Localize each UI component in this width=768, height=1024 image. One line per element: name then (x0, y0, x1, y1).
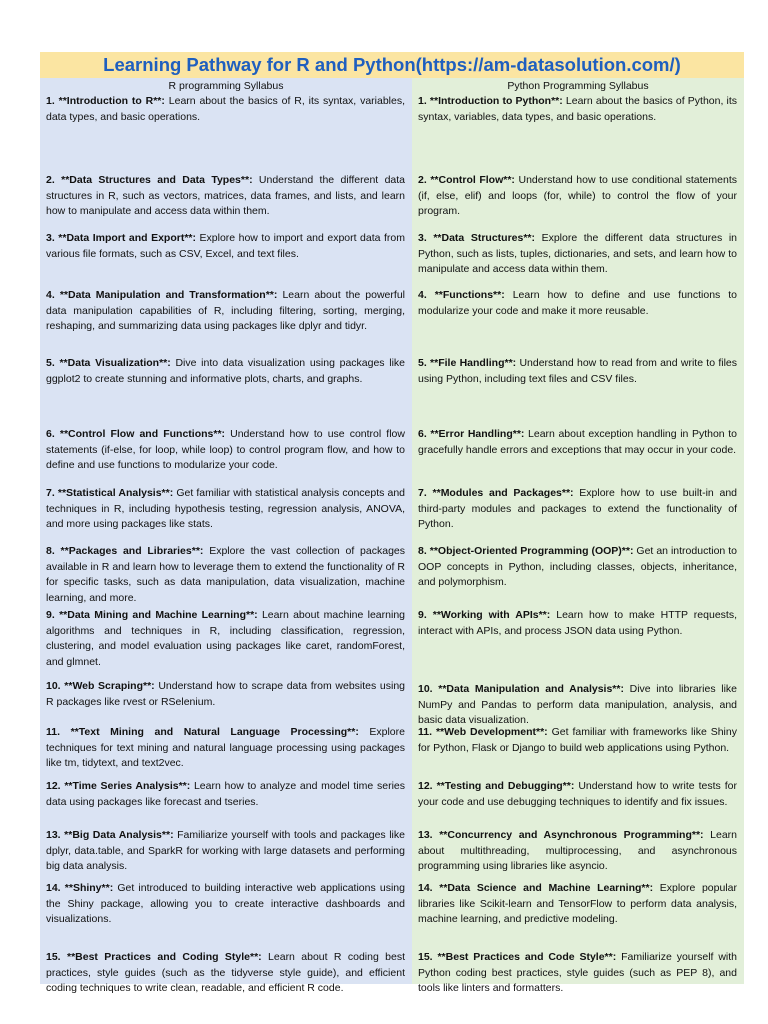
item-description: Understand the different data structures in R, such as vectors, matrices, data frames, and lists, and learn how to manipulate and access data within them. (46, 174, 406, 218)
r-syllabus-item (46, 679, 405, 710)
item-topic: **Introduction to R**: (58, 95, 165, 107)
r-syllabus-item (46, 881, 405, 928)
python-syllabus-item (418, 231, 737, 278)
item-topic: **Working with APIs**: (432, 609, 551, 621)
item-topic: **Time Series Analysis**: (64, 780, 191, 792)
r-syllabus-item (46, 173, 405, 220)
item-topic: **Error Handling**: (430, 428, 525, 440)
item-topic: **Data Manipulation and Analysis**: (438, 683, 624, 695)
item-description: Get familiar with statistical analysis concepts and techniques in R, including hypothesis testing, regression analysis, ANOVA, and more using packages like stats. (46, 487, 405, 531)
r-syllabus-item (46, 828, 405, 875)
item-number: 13. (46, 829, 61, 841)
item-description: Get an introduction to OOP concepts in Python, including classes, objects, inheritance, and polymorphism. (418, 545, 737, 589)
item-number: 3. (418, 232, 427, 244)
item-topic: **Statistical Analysis**: (57, 487, 174, 499)
item-topic: **Concurrency and Asynchronous Programming**: (439, 829, 704, 841)
item-description: Learn about exception handling in Python to gracefully handle errors and exceptions that may occur in your code. (418, 428, 738, 456)
item-number: 15. (46, 951, 61, 963)
item-description: Understand how to scrape data from websites using R packages like rvest or RSelenium. (46, 680, 406, 708)
item-topic: **Introduction to Python**: (429, 95, 563, 107)
item-topic: **Data Visualization**: (59, 357, 171, 369)
item-description: Dive into libraries like NumPy and Pandas to perform data manipulation, analysis, and basic data visualization. (418, 683, 737, 727)
item-topic: **File Handling**: (430, 357, 517, 369)
item-topic: **Control Flow and Functions**: (59, 428, 226, 440)
item-description: Understand how to read from and write to files using Python, including text files and CSV files. (418, 357, 738, 385)
item-topic: **Best Practices and Code Style**: (437, 951, 617, 963)
item-topic: **Data Mining and Machine Learning**: (59, 609, 258, 621)
item-number: 6. (46, 428, 55, 440)
syllabus-sheet (40, 52, 744, 995)
item-description: Familiarize yourself with tools and packages like dplyr, data.table, and SparkR for working with large datasets and performing big data analysis. (46, 829, 405, 873)
r-syllabus-heading: R programming Syllabus (168, 80, 284, 92)
item-description: Familiarize yourself with Python coding best practices, style guides (such as PEP 8), and tools like linters and formatters. (418, 951, 737, 995)
item-number: 14. (418, 882, 433, 894)
item-number: 13. (418, 829, 433, 841)
python-syllabus-item (418, 881, 737, 928)
item-number: 12. (418, 780, 433, 792)
python-syllabus-item (418, 356, 737, 387)
item-description: Learn about multithreading, multiprocessing, and asynchronous programming using libraries like asyncio. (418, 829, 737, 873)
item-topic: **Data Structures and Data Types**: (61, 174, 253, 186)
item-description: Learn about machine learning algorithms and techniques in R, including classification, regression, clustering, and model evaluation using packages like caret, randomForest, and glmnet. (46, 609, 405, 668)
item-number: 9. (46, 609, 55, 621)
item-number: 9. (418, 609, 427, 621)
item-topic: **Web Development**: (435, 726, 548, 738)
item-description: Learn how to make HTTP requests, interact with APIs, and process JSON data using Python. (418, 609, 738, 637)
r-syllabus-item (46, 94, 405, 125)
python-syllabus-column (412, 78, 744, 995)
python-syllabus-heading: Python Programming Syllabus (507, 80, 649, 92)
item-topic: **Shiny**: (64, 882, 114, 894)
item-number: 1. (46, 95, 55, 107)
item-description: Understand how to write tests for your code and use debugging techniques to identify and fix issues. (418, 780, 737, 808)
item-description: Learn about R coding best practices, style guides (such as the tidyverse style guide), and efficient coding techniques to write clean, readable, and efficient R code. (46, 951, 406, 995)
r-syllabus-item (46, 608, 405, 670)
python-syllabus-item (418, 725, 737, 756)
python-syllabus-item (418, 173, 737, 220)
python-syllabus-item (418, 682, 737, 729)
python-syllabus-item (418, 950, 737, 997)
r-syllabus-item (46, 950, 405, 997)
item-number: 14. (46, 882, 61, 894)
r-syllabus-item (46, 725, 405, 772)
r-syllabus-item (46, 231, 405, 262)
item-description: Dive into data visualization using packages like ggplot2 to create stunning and informative plots, charts, and graphs. (46, 357, 406, 385)
item-number: 1. (418, 95, 427, 107)
r-syllabus-item (46, 356, 405, 387)
page-title: Learning Pathway for R and Python(https://am-datasolution.com/) (40, 52, 744, 78)
item-description: Explore the vast collection of packages available in R and learn how to leverage them to extend the functionality of R for specific tasks, such as data manipulation, data visualization, machine learning, and more. (46, 545, 406, 604)
item-description: Learn about the basics of Python, its syntax, variables, data types, and basic operations. (418, 95, 738, 123)
python-syllabus-item (418, 427, 737, 458)
item-number: 10. (46, 680, 61, 692)
item-number: 5. (46, 357, 55, 369)
item-number: 8. (418, 545, 427, 557)
item-number: 4. (418, 289, 427, 301)
item-topic: **Modules and Packages**: (432, 487, 574, 499)
item-number: 2. (418, 174, 427, 186)
item-description: Learn about the powerful data manipulation capabilities of R, including filtering, sorting, merging, reshaping, and summarizing data using packages like dplyr and tidyr. (46, 289, 405, 333)
item-topic: **Data Science and Machine Learning**: (439, 882, 654, 894)
item-number: 5. (418, 357, 427, 369)
item-description: Get familiar with frameworks like Shiny for Python, Flask or Django to build web applications using Python. (418, 726, 737, 754)
item-topic: **Packages and Libraries**: (60, 545, 204, 557)
item-number: 7. (46, 487, 55, 499)
r-syllabus-item (46, 544, 405, 606)
item-topic: **Data Structures**: (433, 232, 535, 244)
item-number: 15. (418, 951, 433, 963)
item-description: Explore techniques for text mining and natural language processing using packages like tm, tidytext, and text2vec. (46, 726, 405, 770)
item-number: 3. (46, 232, 55, 244)
python-syllabus-item (418, 828, 737, 875)
item-number: 11. (418, 726, 433, 738)
python-syllabus-item (418, 486, 737, 533)
r-syllabus-item (46, 288, 405, 335)
python-syllabus-item (418, 94, 737, 125)
item-description: Explore popular libraries like Scikit-learn and TensorFlow to perform data analysis, machine learning, and predictive modeling. (418, 882, 737, 926)
item-description: Explore the different data structures in Python, such as lists, tuples, dictionaries, and sets, and learn how to manipulate and access data within them. (418, 232, 737, 276)
item-number: 10. (418, 683, 433, 695)
r-syllabus-item (46, 486, 405, 533)
item-description: Explore how to import and export data from various file formats, such as CSV, Excel, and text files. (46, 232, 406, 260)
item-number: 7. (418, 487, 427, 499)
item-number: 4. (46, 289, 55, 301)
item-description: Explore how to use built-in and third-party modules and packages to extend the functionality of Python. (418, 487, 737, 531)
item-topic: **Data Import and Export**: (58, 232, 196, 244)
item-description: Understand how to use conditional statements (if, else, elif) and loops (for, while) to control the flow of your program. (418, 174, 737, 218)
item-number: 2. (46, 174, 55, 186)
python-syllabus-item (418, 288, 737, 319)
item-number: 6. (418, 428, 427, 440)
item-number: 11. (46, 726, 61, 738)
item-description: Learn how to analyze and model time series data using packages like forecast and tseries. (46, 780, 405, 808)
item-description: Learn how to define and use functions to modularize your code and make it more reusable. (418, 289, 738, 317)
item-topic: **Big Data Analysis**: (64, 829, 174, 841)
python-syllabus-item (418, 779, 737, 810)
item-number: 8. (46, 545, 55, 557)
python-syllabus-item (418, 608, 737, 639)
r-syllabus-item (46, 427, 405, 474)
python-syllabus-item (418, 544, 737, 591)
item-description: Understand how to use control flow statements (if-else, for loop, while loop) to control program flow, and how to define and use functions to modularize your code. (46, 428, 405, 472)
item-number: 12. (46, 780, 61, 792)
item-topic: **Functions**: (434, 289, 505, 301)
item-topic: **Best Practices and Coding Style**: (66, 951, 262, 963)
r-syllabus-column (40, 78, 412, 995)
item-topic: **Control Flow**: (430, 174, 515, 186)
item-description: Learn about the basics of R, its syntax, variables, data types, and basic operations. (46, 95, 406, 123)
item-topic: **Data Manipulation and Transformation**: (59, 289, 278, 301)
item-topic: **Text Mining and Natural Language Processing**: (70, 726, 359, 738)
r-syllabus-item (46, 779, 405, 810)
item-description: Get introduced to building interactive web applications using the Shiny package, allowing you to create interactive dashboards and visualizations. (46, 882, 405, 926)
item-topic: **Testing and Debugging**: (436, 780, 575, 792)
item-topic: **Object-Oriented Programming (OOP)**: (429, 545, 634, 557)
item-topic: **Web Scraping**: (64, 680, 155, 692)
